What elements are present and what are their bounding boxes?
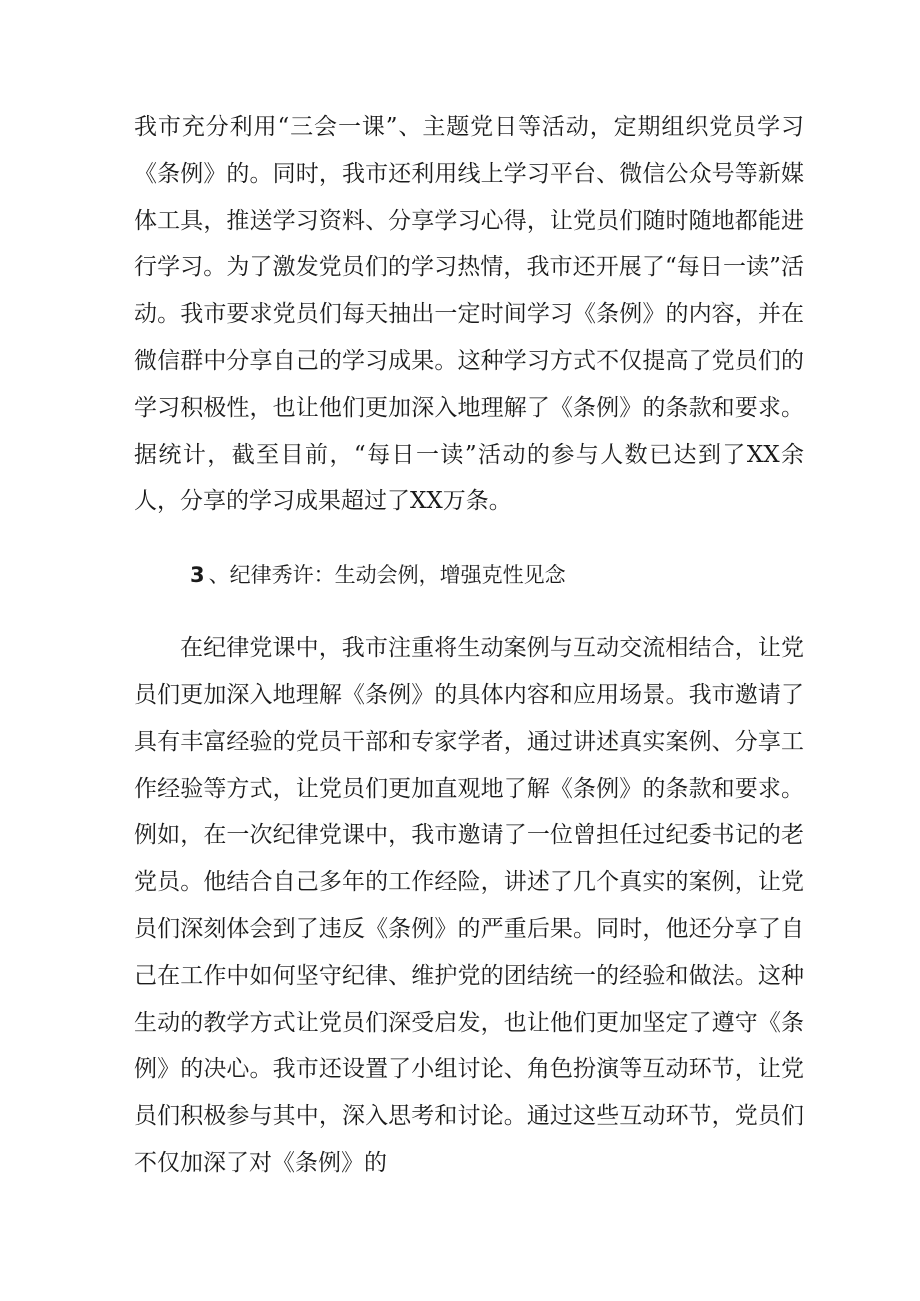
section-heading bbox=[190, 555, 804, 595]
section-title: 、纪律秀许：生动会例，增强克性见念 bbox=[208, 563, 566, 588]
body-paragraph: 我市充分利用“三会一课”、主题党日等活动，定期组织党员学习《条例》的。同时，我市还利用线上学习平台、微信公众号等新媒体工具，推送学习资料、分享学习心得，让党员们随时随地都能进行学习。为了激发党员们的学习热情，我市还开展了“每日一读”活动。我市要求党员们每天抽出一定时间学习《条例》的内容，并在微信群中分享自己的学习成果。这种学习方式不仅提高了党员们的学习积极性，也让他们更加深入地理解了《条例》的条款和要求。据统计，截至目前，“每日一读”活动的参与人数已达到了XX余人，分享的学习成果超过了XX万条。 bbox=[134, 114, 804, 515]
document-body bbox=[134, 104, 804, 1187]
section-number: 3 bbox=[190, 563, 205, 588]
body-paragraph: 在纪律党课中，我市注重将生动案例与互动交流相结合，让党员们更加深入地理解《条例》的具体内容和应用场景。我市邀请了具有丰富经验的党员干部和专家学者，通过讲述真实案例、分享工作经验等方式，让党员们更加直观地了解《条例》的条款和要求。例如，在一次纪律党课中，我市邀请了一位曾担任过纪委书记的老党员。他结合自己多年的工作经险，讲述了几个真实的案例，让党员们深刻体会到了违反《条例》的严重后果。同时，他还分享了自己在工作中如何坚守纪律、维护党的团结统一的经验和做法。这种生动的教学方式让党员们深受启发，也让他们更加坚定了遵守《条例》的决心。我市还设置了小组讨论、角色扮演等互动环节，让党员们积极参与其中，深入思考和讨论。通过这些互动环节，党员们不仅加深了对《条例》的 bbox=[134, 635, 804, 1176]
